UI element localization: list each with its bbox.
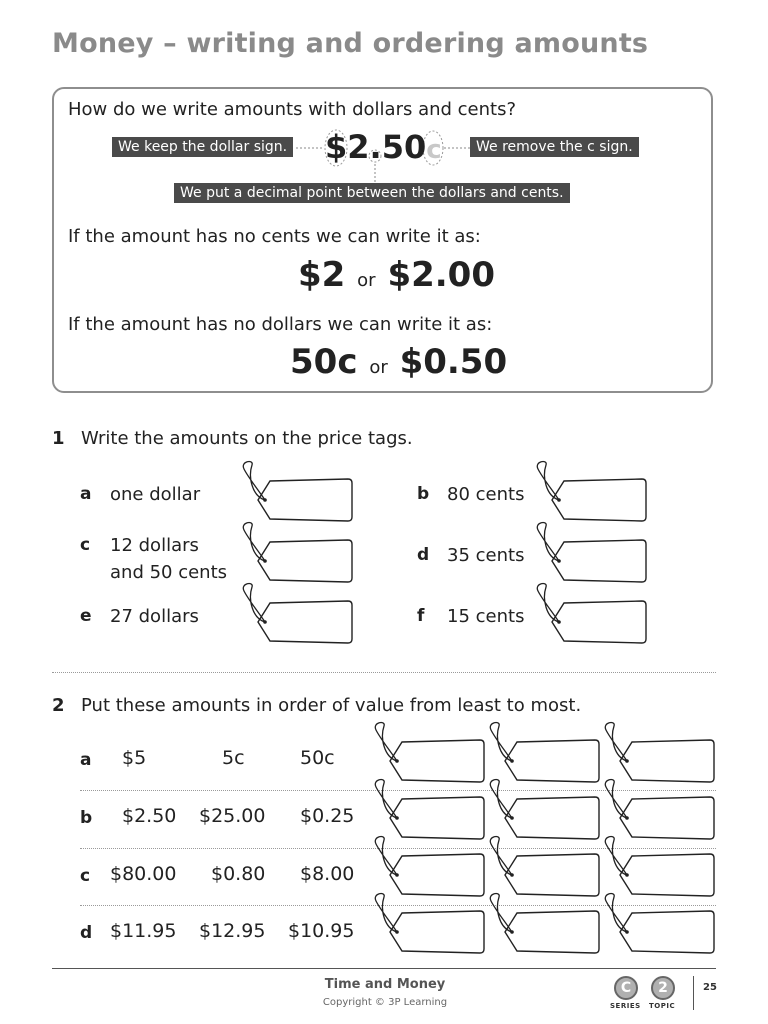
- footer-rule: [52, 968, 716, 969]
- no-dollars-example: [290, 342, 507, 382]
- example-dollar-sign: $: [325, 128, 348, 166]
- q2-number: 2: [52, 695, 65, 716]
- q2-amount: $2.50: [122, 805, 177, 827]
- q1-item-letter: e: [80, 606, 92, 626]
- price-tag[interactable]: [232, 581, 356, 653]
- q2-amount: $11.95: [110, 920, 177, 942]
- no-cents-b: $2.00: [387, 255, 495, 295]
- footer-copyright: Copyright © 3P Learning: [322, 997, 448, 1008]
- q1-item-text: 80 cents: [447, 484, 525, 505]
- intro-question: How do we write amounts with dollars and cents?: [68, 99, 517, 120]
- q1-item-letter: d: [417, 545, 430, 565]
- q2-amount: $25.00: [199, 805, 266, 827]
- q2-amount: $0.80: [211, 863, 266, 885]
- example-cents: 50: [381, 128, 427, 166]
- no-cents-example: [298, 255, 495, 295]
- series-badge: C: [614, 976, 638, 1000]
- no-dollars-a: 50c: [290, 342, 358, 382]
- label-decimal-point: We put a decimal point between the dollars and cents.: [174, 183, 570, 203]
- q1-item-text: 27 dollars: [110, 606, 199, 627]
- q2-amount: $80.00: [110, 863, 177, 885]
- topic-label: TOPIC: [649, 1002, 676, 1010]
- or-word: or: [357, 270, 376, 291]
- series-label: SERIES: [610, 1002, 641, 1010]
- q1-number: 1: [52, 428, 65, 449]
- q2-amount: 5c: [222, 747, 245, 769]
- q2-amount: $12.95: [199, 920, 266, 942]
- q2-amount: $10.95: [288, 920, 355, 942]
- example-point: .: [369, 128, 382, 166]
- page-title: Money – writing and ordering amounts: [52, 28, 649, 59]
- footer-book-title: Time and Money: [324, 977, 446, 992]
- footer-separator: [693, 976, 694, 1010]
- section-divider: [52, 672, 716, 673]
- q2-row-letter: b: [80, 808, 93, 828]
- q2-row-letter: c: [80, 866, 91, 886]
- q2-row-letter: a: [80, 750, 92, 770]
- q1-item-text: 12 dollars: [110, 535, 199, 556]
- label-keep-dollar: We keep the dollar sign.: [112, 137, 293, 157]
- or-word: or: [369, 357, 388, 378]
- no-cents-text: If the amount has no cents we can write it as:: [68, 226, 481, 247]
- example-c-sign: c: [426, 135, 442, 165]
- q1-item-letter: b: [417, 484, 430, 504]
- price-tag[interactable]: [594, 891, 718, 963]
- q1-item-text: 35 cents: [447, 545, 525, 566]
- price-tag[interactable]: [526, 581, 650, 653]
- no-dollars-text: If the amount has no dollars we can write it as:: [68, 314, 493, 335]
- q1-item-text: 15 cents: [447, 606, 525, 627]
- q2-amount: 50c: [300, 747, 335, 769]
- no-cents-a: $2: [298, 255, 346, 295]
- example-dollars: 2: [347, 128, 370, 166]
- q1-prompt: Write the amounts on the price tags.: [81, 428, 413, 449]
- q1-item-letter: c: [80, 535, 91, 555]
- q2-amount: $5: [122, 747, 147, 769]
- q2-row-letter: d: [80, 923, 93, 943]
- example-amount: [325, 128, 442, 166]
- q1-item-letter: a: [80, 484, 92, 504]
- q2-amount: $0.25: [300, 805, 355, 827]
- price-tag[interactable]: [479, 891, 603, 963]
- price-tag[interactable]: [364, 891, 488, 963]
- no-dollars-b: $0.50: [399, 342, 508, 382]
- q2-amount: $8.00: [300, 863, 355, 885]
- label-remove-c: We remove the c sign.: [470, 137, 639, 157]
- topic-badge: 2: [651, 976, 675, 1000]
- q1-item-text-line2: and 50 cents: [110, 562, 228, 583]
- q1-item-text: one dollar: [110, 484, 201, 505]
- q2-prompt: Put these amounts in order of value from least to most.: [81, 695, 582, 716]
- q1-item-letter: f: [417, 606, 425, 626]
- page-number: 25: [703, 982, 717, 993]
